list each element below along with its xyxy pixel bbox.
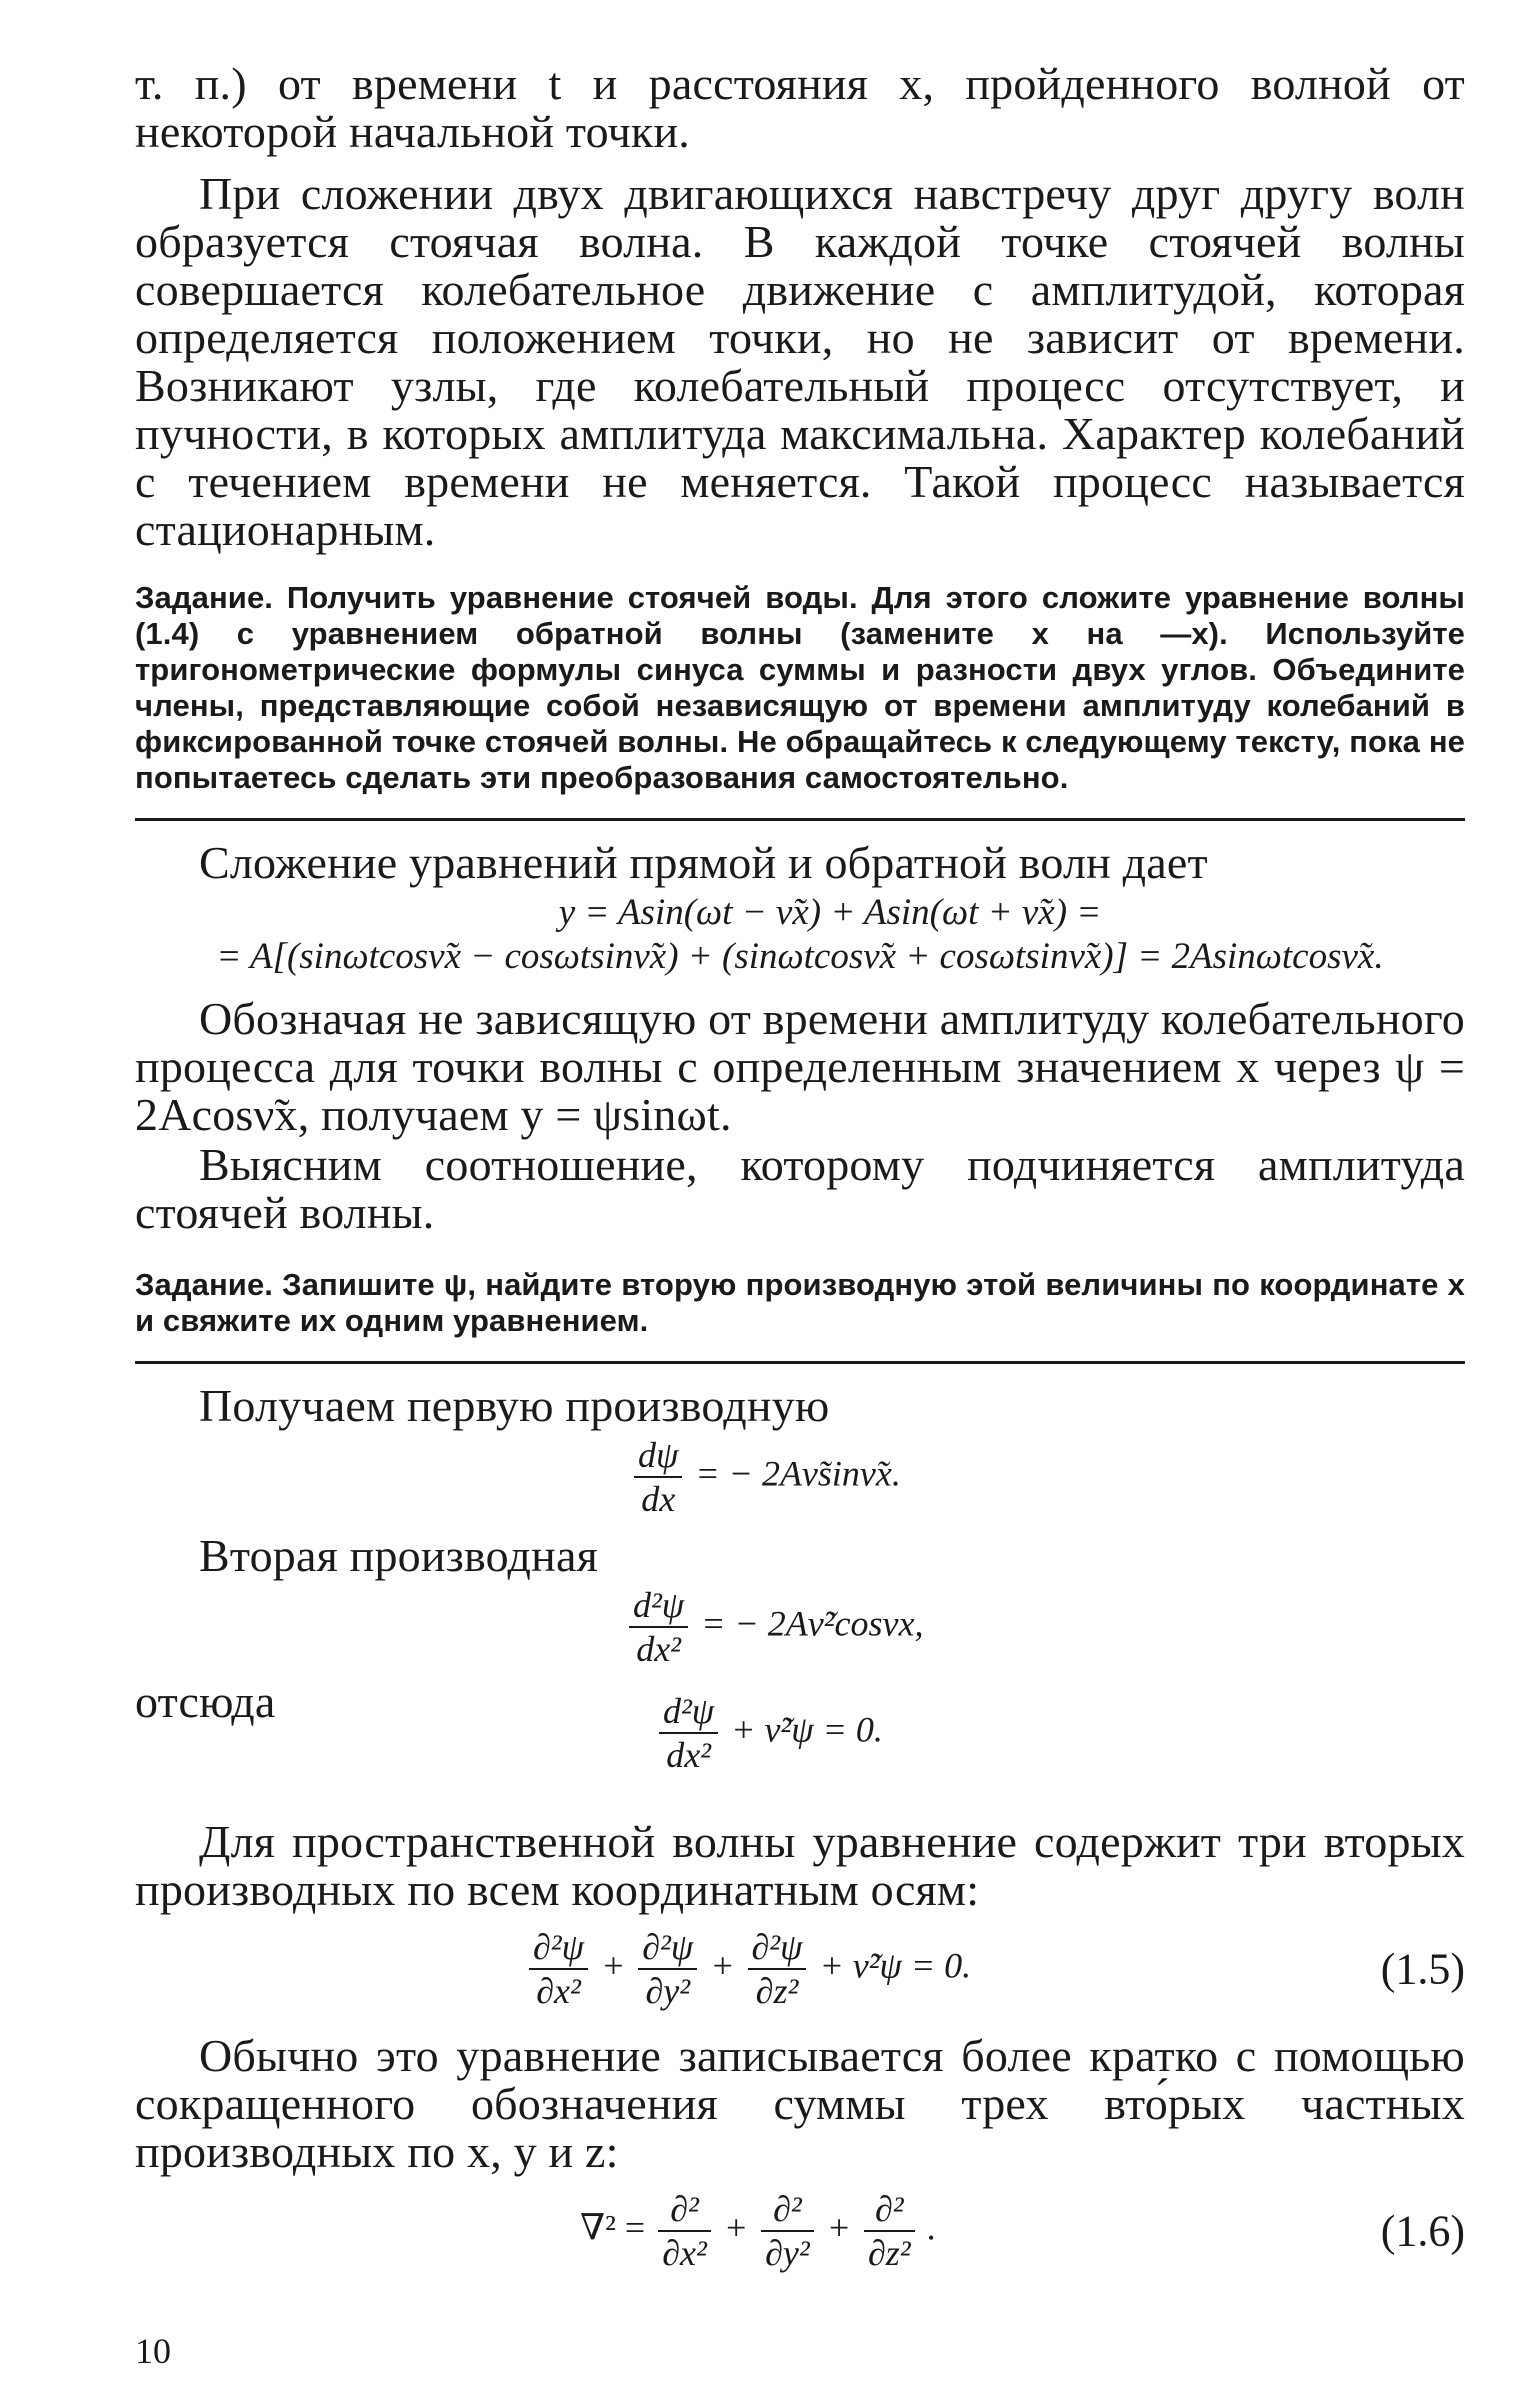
denominator: ∂z² xyxy=(867,2233,911,2273)
numerator: ∂² xyxy=(864,2190,915,2232)
equation-number: (1.5) xyxy=(1380,1944,1465,1994)
equation-sum-line-1: y = Asin(ωt − ν̃x) + Asin(ωt + ν̃x) = xyxy=(558,892,1102,933)
denominator: dx² xyxy=(636,1629,681,1669)
page-content xyxy=(135,60,1465,2272)
equation-second-derivative xyxy=(135,1586,1465,1668)
fraction xyxy=(638,1928,697,2010)
divider-rule xyxy=(135,818,1465,821)
paragraph-second-derivative: Вторая производная xyxy=(199,1530,598,1581)
denominator: ∂x² xyxy=(536,1971,581,2011)
page-number: 10 xyxy=(135,2331,171,2371)
fraction xyxy=(761,2190,814,2272)
paragraph-sum-intro: Сложение уравнений прямой и обратной волн дает xyxy=(199,837,1208,888)
numerator: d²ψ xyxy=(659,1692,718,1734)
equation-rhs: + ν̃²ψ = 0. xyxy=(819,1945,972,1986)
fraction xyxy=(748,1928,807,2010)
equation-number: (1.6) xyxy=(1380,2206,1465,2256)
paragraph-laplacian: Обычно это уравнение записывается более кратко с помощью сокращенного обозначения суммы трех вто́рых частных производных по x, y и z: xyxy=(135,2030,1465,2177)
equation-1-6 xyxy=(135,2190,1465,2272)
numerator: ∂²ψ xyxy=(748,1928,807,1970)
fraction xyxy=(629,1586,688,1668)
denominator: ∂y² xyxy=(645,1971,690,2011)
equation-rhs: + ν̃²ψ = 0. xyxy=(731,1709,883,1750)
plus-sign: + xyxy=(710,1945,735,1986)
equation-first-derivative xyxy=(135,1436,1465,1518)
fraction xyxy=(659,1692,718,1774)
task-standing-wave-equation: Задание. Получить уравнение стоячей воды. Для этого сложите уравнение волны (1.4) с уравнением обратной волны (замените x на —x). Используйте тригонометрические формулы синуса суммы и разности двух углов. Объедините члены, представляющие собой независящую от времени амплитуду колебаний в фиксированной точке стоячей волны. Не обращайтесь к следующему тексту, пока не попытаетесь сделать эти преобразования самостоятельно. xyxy=(135,580,1465,795)
fraction xyxy=(529,1928,588,2010)
plus-sign: + xyxy=(600,1945,626,1986)
plus-sign: + xyxy=(826,2207,851,2248)
paragraph-standing-wave: При сложении двух двигающихся навстречу друг другу волн образуется стоячая волна. В каждой точке стоячей волны совершается колебательное движение с амплитудой, которая определяется положением точки, но не зависит от времени. Возникают узлы, где колебательный процесс отсутствует, и пучности, в которых амплитуда максимальна. Характер колебаний с течением времени не меняется. Такой процесс называется стационарным. xyxy=(135,168,1465,555)
equation-sum-line-2: = A[(sinωtcosν̃x − cosωtsinν̃x) + (sinωtcosν̃x + cosωtsinν̃x)] = 2Asinωtcosν̃x. xyxy=(216,936,1384,977)
numerator: ∂² xyxy=(658,2190,711,2232)
hence-block xyxy=(135,1678,1465,1788)
numerator: ∂²ψ xyxy=(529,1928,588,1970)
denominator: dx² xyxy=(666,1735,711,1775)
numerator: ∂² xyxy=(761,2190,814,2232)
denominator: ∂x² xyxy=(662,2233,707,2273)
fraction xyxy=(864,2190,915,2272)
denominator: dx xyxy=(641,1479,676,1519)
equation-rhs: = − 2Aν̃sinν̃x. xyxy=(695,1453,901,1494)
divider-rule xyxy=(135,1361,1465,1364)
paragraph-spatial-wave: Для пространственной волны уравнение содержит три вторых производных по всем координатным осям: xyxy=(135,1816,1465,1915)
numerator: ∂²ψ xyxy=(638,1928,697,1970)
paragraph-first-derivative: Получаем первую производную xyxy=(199,1380,830,1431)
paragraph-continuation: т. п.) от времени t и расстояния x, пройденного волной от некоторой начальной точки. xyxy=(135,58,1465,157)
denominator: ∂z² xyxy=(755,1971,799,2011)
denominator: ∂y² xyxy=(765,2233,810,2273)
equation-end: . xyxy=(927,2207,937,2248)
equation-1-5 xyxy=(135,1928,1465,2010)
equation-wave-amplitude xyxy=(655,1692,883,1774)
paragraph-relation: Выясним соотношение, которому подчиняется амплитуда стоячей волны. xyxy=(135,1139,1465,1238)
task-second-derivative: Задание. Запишите ψ, найдите вторую производную этой величины по координате x и свяжите их одним уравнением. xyxy=(135,1267,1465,1338)
paragraph-amplitude-definition: Обозначая не зависящую от времени амплитуду колебательного процесса для точки волны с определенным значением x через ψ = 2Acosν̃x, получаем y = ψsinωt. xyxy=(135,993,1465,1140)
equation-lhs: ∇² = xyxy=(580,2207,646,2248)
fraction xyxy=(634,1436,682,1518)
equation-rhs: = − 2Aν̃²cosνx, xyxy=(701,1603,924,1644)
fraction xyxy=(658,2190,711,2272)
plus-sign: + xyxy=(723,2207,749,2248)
numerator: d²ψ xyxy=(629,1586,688,1628)
numerator: dψ xyxy=(634,1436,682,1478)
word-hence: отсюда xyxy=(135,1676,276,1727)
